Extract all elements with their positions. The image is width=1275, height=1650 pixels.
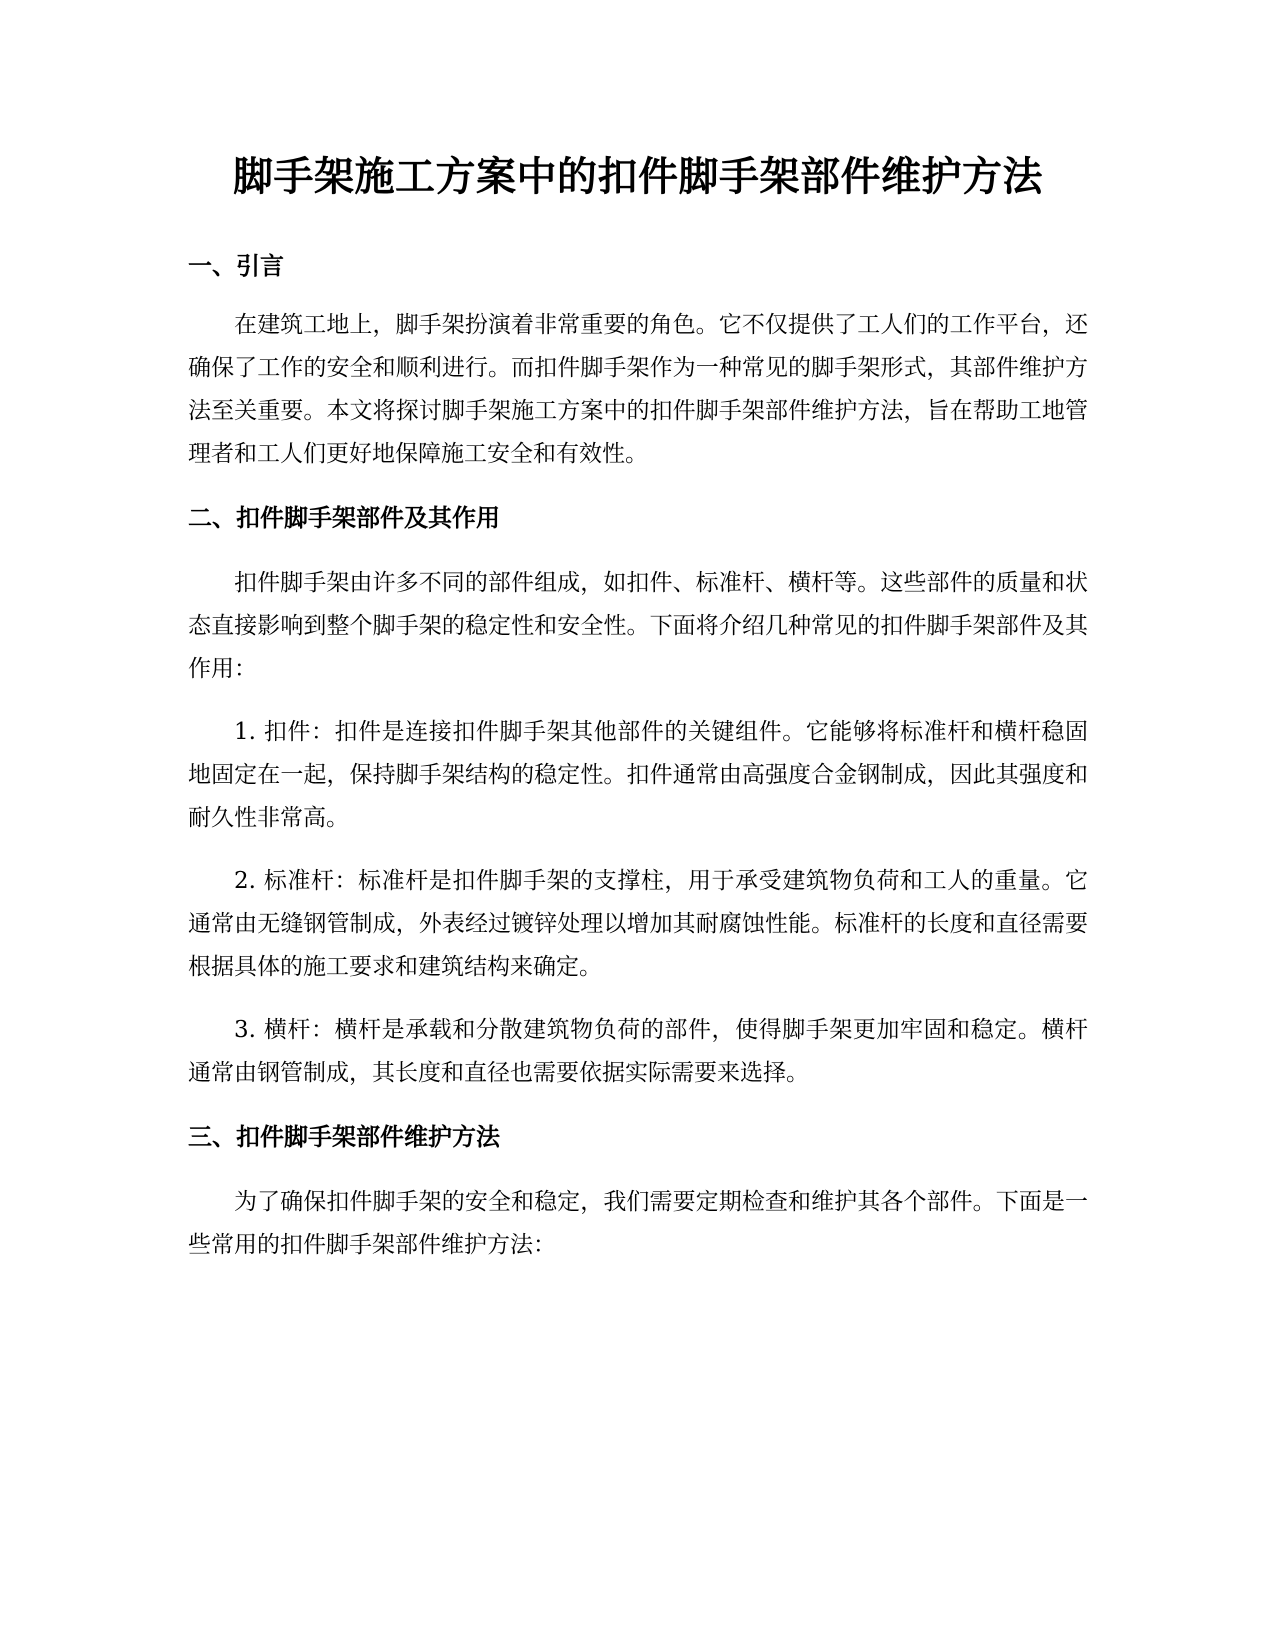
paragraph-item-ledger: 3. 横杆：横杆是承载和分散建筑物负荷的部件，使得脚手架更加牢固和稳定。横杆通常由钢管制成，其长度和直径也需要依据实际需要来选择。 <box>188 1017 1088 1086</box>
section-heading-components: 二、扣件脚手架部件及其作用 <box>188 504 500 532</box>
paragraph-maintenance-intro: 为了确保扣件脚手架的安全和稳定，我们需要定期检查和维护其各个部件。下面是一些常用的扣件脚手架部件维护方法： <box>188 1189 1088 1258</box>
document-title: 脚手架施工方案中的扣件脚手架部件维护方法 <box>233 154 1043 200</box>
paragraph-introduction: 在建筑工地上，脚手架扮演着非常重要的角色。它不仅提供了工人们的工作平台，还确保了工作的安全和顺利进行。而扣件脚手架作为一种常见的脚手架形式，其部件维护方法至关重要。本文将探讨脚手架施工方案中的扣件脚手架部件维护方法，旨在帮助工地管理者和工人们更好地保障施工安全和有效性。 <box>188 312 1088 467</box>
document-page <box>188 140 1088 1267</box>
paragraph-item-coupler: 1. 扣件：扣件是连接扣件脚手架其他部件的关键组件。它能够将标准杆和横杆稳固地固定在一起，保持脚手架结构的稳定性。扣件通常由高强度合金钢制成，因此其强度和耐久性非常高。 <box>188 719 1088 831</box>
paragraph-components-intro: 扣件脚手架由许多不同的部件组成，如扣件、标准杆、横杆等。这些部件的质量和状态直接影响到整个脚手架的稳定性和安全性。下面将介绍几种常见的扣件脚手架部件及其作用： <box>188 570 1088 682</box>
section-heading-maintenance: 三、扣件脚手架部件维护方法 <box>188 1123 500 1151</box>
paragraph-item-standard-pole: 2. 标准杆：标准杆是扣件脚手架的支撑柱，用于承受建筑物负荷和工人的重量。它通常由无缝钢管制成，外表经过镀锌处理以增加其耐腐蚀性能。标准杆的长度和直径需要根据具体的施工要求和建筑结构来确定。 <box>188 868 1088 980</box>
section-heading-introduction: 一、引言 <box>188 252 284 280</box>
